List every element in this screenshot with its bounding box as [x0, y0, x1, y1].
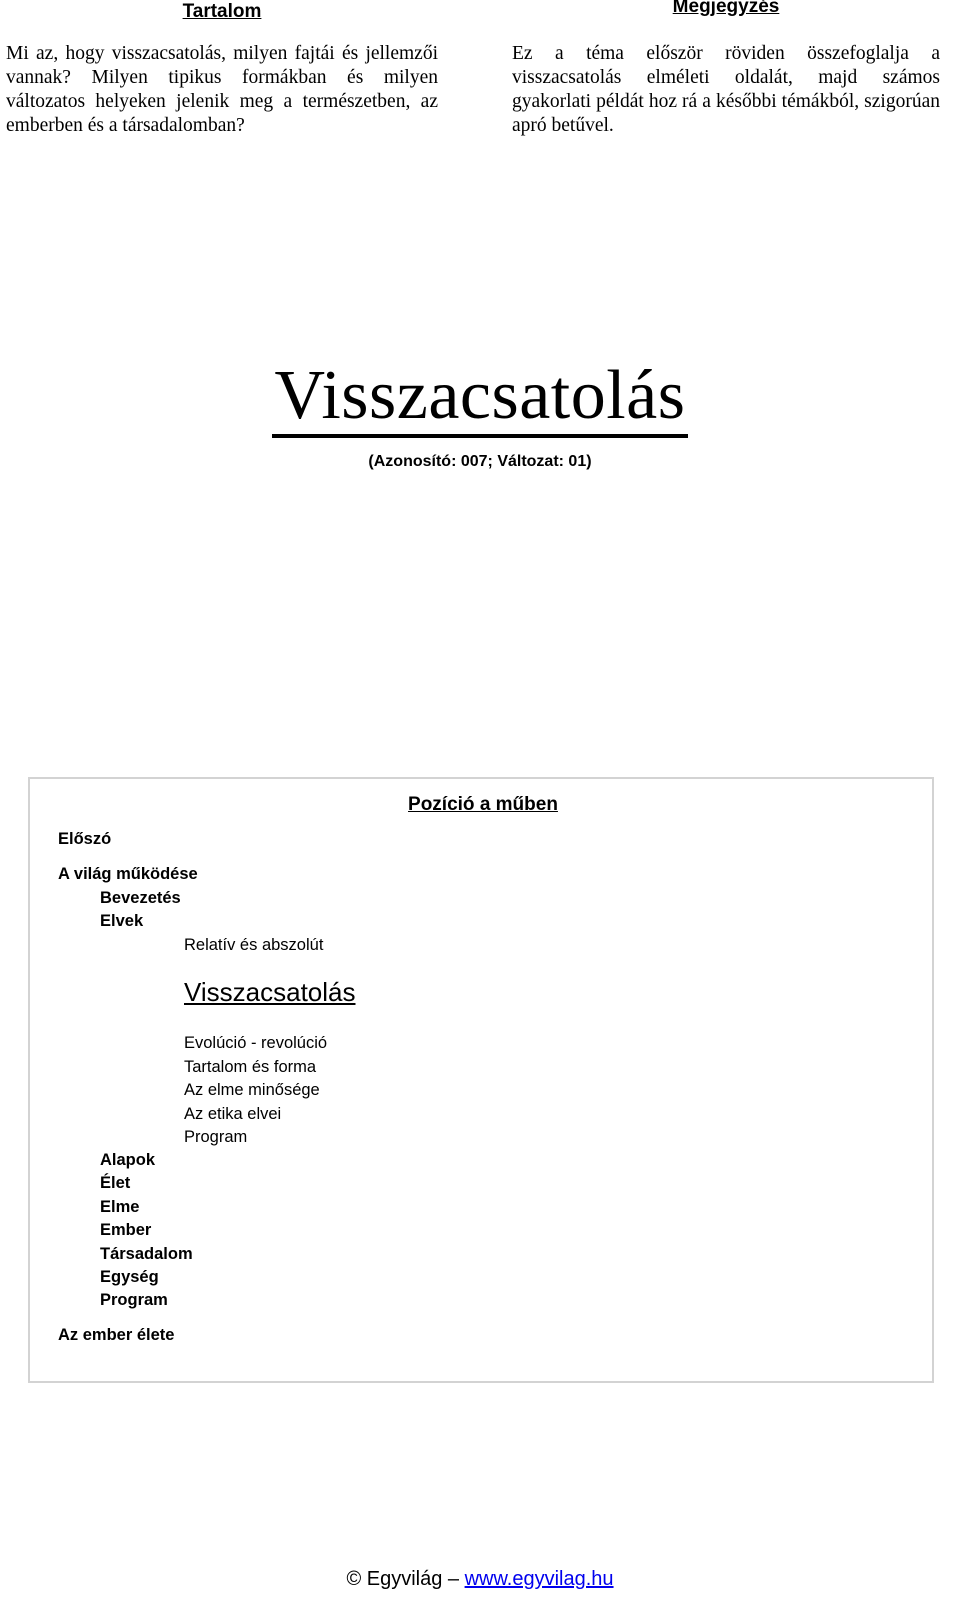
toc-item-program[interactable]: Program: [100, 1291, 168, 1309]
toc-item-relativ-es-abszolut[interactable]: Relatív és abszolút: [184, 936, 324, 954]
note-column: [512, 0, 940, 138]
toc-item-evolucio-revolucio[interactable]: Evolúció - revolúció: [184, 1034, 328, 1052]
page-subtitle: (Azonosító: 007; Változat: 01): [368, 453, 592, 470]
footer-copyright: © Egyvilág –: [346, 1568, 460, 1590]
toc-item-az-etika-elvei[interactable]: Az etika elvei: [184, 1105, 282, 1123]
toc-item-elme[interactable]: Elme: [100, 1198, 140, 1216]
toc-item-egyseg[interactable]: Egység: [100, 1268, 159, 1286]
toc-item-eloszo[interactable]: Előszó: [58, 830, 112, 848]
toc-item-az-ember-elete[interactable]: Az ember élete: [58, 1326, 175, 1344]
toc-item-elet[interactable]: Élet: [100, 1174, 131, 1192]
toc-item-tarsadalom[interactable]: Társadalom: [100, 1245, 193, 1263]
toc-item-program-sub[interactable]: Program: [184, 1128, 248, 1146]
page-title: Visszacsatolás: [272, 358, 687, 438]
toc-heading: Pozíció a műben: [408, 794, 558, 815]
content-text: Mi az, hogy visszacsatolás, milyen fajtái és jellemzői vannak? Milyen tipikus formákban és milyen változatos helyeken jelenik meg a természetben, az emberben és a társadalomban?: [6, 43, 438, 136]
note-heading: Megjegyzés: [672, 0, 780, 17]
title-block: [0, 358, 960, 438]
toc-item-bevezetes[interactable]: Bevezetés: [100, 889, 181, 907]
toc-item-ember[interactable]: Ember: [100, 1221, 152, 1239]
content-heading: Tartalom: [182, 1, 262, 22]
toc-item-tartalom-es-forma[interactable]: Tartalom és forma: [184, 1058, 317, 1076]
toc-item-current-visszacsatolas: Visszacsatolás: [184, 977, 356, 1007]
toc-item-elvek[interactable]: Elvek: [100, 912, 144, 930]
toc-item-a-vilag-mukodese[interactable]: A világ működése: [58, 865, 198, 883]
note-text: Ez a téma először röviden összefoglalja a visszacsatolás elméleti oldalát, majd számos gyakorlati példát hoz rá a későbbi témákból, szigorúan apró betűvel.: [512, 43, 940, 136]
footer-website-link[interactable]: www.egyvilag.hu: [464, 1568, 614, 1590]
toc-item-alapok[interactable]: Alapok: [100, 1151, 156, 1169]
content-column: [6, 0, 438, 138]
toc-item-az-elme-minosege[interactable]: Az elme minősége: [184, 1081, 320, 1099]
footer: [0, 1567, 960, 1591]
position-in-work-box: [28, 777, 934, 1383]
